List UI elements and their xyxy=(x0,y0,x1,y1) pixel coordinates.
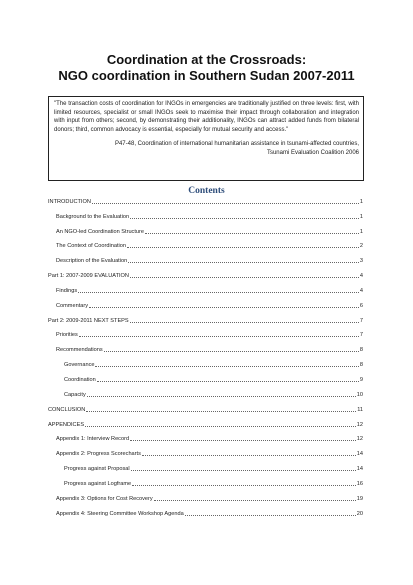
toc-entry[interactable] xyxy=(48,271,363,280)
toc-entry-page: 4 xyxy=(359,273,363,279)
toc-leader-dots xyxy=(130,218,359,219)
toc-leader-dots xyxy=(127,247,359,248)
toc-entry[interactable] xyxy=(48,405,363,414)
toc-entry-label: Part 2: 2009-2011 NEXT STEPS xyxy=(48,318,129,324)
toc-entry-page: 10 xyxy=(356,392,363,398)
toc-entry-page: 9 xyxy=(359,377,363,383)
toc-leader-dots xyxy=(142,455,356,456)
toc-entry-label: Progress against Proposal xyxy=(64,466,130,472)
toc-entry-page: 20 xyxy=(356,511,363,517)
toc-leader-dots xyxy=(130,277,359,278)
epigraph-source-line-2: Tsunami Evaluation Coalition 2006 xyxy=(266,149,359,156)
toc-entry[interactable] xyxy=(48,316,363,325)
toc-entry-label: Findings xyxy=(56,288,78,294)
toc-entry[interactable] xyxy=(56,509,363,518)
toc-entry-page: 14 xyxy=(356,451,363,457)
toc-entry-page: 3 xyxy=(359,258,363,264)
toc-entry-label: Priorities xyxy=(56,332,78,338)
contents-heading: Contents xyxy=(188,186,225,196)
toc-entry[interactable] xyxy=(56,256,363,265)
toc-entry[interactable] xyxy=(56,241,363,250)
toc-entry-page: 12 xyxy=(356,422,363,428)
toc-entry-label: Appendix 3: Options for Cost Recovery xyxy=(56,496,153,502)
toc-entry[interactable] xyxy=(64,360,363,369)
epigraph-quote-text: "The transaction costs of coordination for INGOs in emergencies are traditionally justified on three levels: first, with limited resources, specialist or small INGOs seek to maximise their impact through collaboration and integration with input from others; second, by demonstrating their additionality, INGOs can attract added funds from bilateral donors; third, common advocacy is essential, especially for mutual security and access." xyxy=(54,101,359,133)
toc-entry-page: 8 xyxy=(359,362,363,368)
toc-entry-label: Progress against Logframe xyxy=(64,481,132,487)
toc-leader-dots xyxy=(92,203,359,204)
toc-entry[interactable] xyxy=(56,212,363,221)
toc-leader-dots xyxy=(131,470,356,471)
toc-entry-label: INTRODUCTION xyxy=(48,199,91,205)
toc-entry-label: Governance xyxy=(64,362,95,368)
toc-entry[interactable] xyxy=(48,420,363,429)
toc-entry-page: 1 xyxy=(359,214,363,220)
toc-entry-label: The Context of Coordination xyxy=(56,243,126,249)
toc-entry-label: Recommendations xyxy=(56,347,103,353)
toc-entry-label: Appendix 2: Progress Scorecharts xyxy=(56,451,141,457)
toc-entry-page: 6 xyxy=(359,303,363,309)
toc-entry[interactable] xyxy=(48,197,363,206)
toc-entry-page: 7 xyxy=(359,332,363,338)
toc-entry-page: 8 xyxy=(359,347,363,353)
toc-entry[interactable] xyxy=(64,375,363,384)
toc-entry-page: 1 xyxy=(359,199,363,205)
toc-leader-dots xyxy=(89,307,359,308)
title-line-2: NGO coordination in Southern Sudan 2007-2011 xyxy=(58,68,355,83)
toc-entry-page: 2 xyxy=(359,243,363,249)
toc-leader-dots xyxy=(79,336,359,337)
toc-leader-dots xyxy=(104,351,359,352)
toc-entry-page: 11 xyxy=(357,407,363,413)
toc-entry[interactable] xyxy=(56,330,363,339)
toc-leader-dots xyxy=(85,426,356,427)
toc-entry[interactable] xyxy=(56,227,363,236)
toc-entry-page: 7 xyxy=(359,318,363,324)
toc-entry-page: 19 xyxy=(356,496,363,502)
toc-leader-dots xyxy=(95,366,358,367)
toc-leader-dots xyxy=(130,440,356,441)
toc-entry-label: CONCLUSION xyxy=(48,407,86,413)
toc-entry-page: 16 xyxy=(356,481,363,487)
toc-leader-dots xyxy=(97,381,359,382)
toc-leader-dots xyxy=(128,262,359,263)
toc-entry-label: An NGO-led Coordination Structure xyxy=(56,229,144,235)
toc-entry-label: Capacity xyxy=(64,392,86,398)
toc-entry-page: 4 xyxy=(359,288,363,294)
toc-entry[interactable] xyxy=(56,434,363,443)
toc-leader-dots xyxy=(154,500,356,501)
toc-leader-dots xyxy=(132,485,356,486)
toc-leader-dots xyxy=(87,396,356,397)
toc-entry[interactable] xyxy=(56,345,363,354)
toc-entry-label: APPENDICES xyxy=(48,422,85,428)
toc-entry-label: Part 1: 2007-2009 EVALUATION xyxy=(48,273,129,279)
toc-leader-dots xyxy=(86,411,356,412)
toc-entry-label: Appendix 1: Interview Record xyxy=(56,436,130,442)
toc-leader-dots xyxy=(145,233,359,234)
toc-entry-label: Appendix 4: Steering Committee Workshop Agenda xyxy=(56,511,184,517)
toc-leader-dots xyxy=(78,292,359,293)
toc-entry[interactable] xyxy=(64,479,363,488)
toc-entry-label: Background to the Evaluation xyxy=(56,214,130,220)
toc-leader-dots xyxy=(185,515,356,516)
toc-entry[interactable] xyxy=(56,494,363,503)
toc-entry[interactable] xyxy=(64,464,363,473)
toc-entry-label: Description of the Evaluation xyxy=(56,258,128,264)
toc-entry-page: 12 xyxy=(356,436,363,442)
toc-entry-label: Commentary xyxy=(56,303,89,309)
toc-entry[interactable] xyxy=(56,449,363,458)
toc-entry[interactable] xyxy=(56,301,363,310)
toc-leader-dots xyxy=(130,322,359,323)
epigraph-source-line-1: P47-48, Coordination of international humanitarian assistance in tsunami-affected countries, xyxy=(114,141,359,148)
toc-entry-page: 14 xyxy=(356,466,363,472)
toc-entry[interactable] xyxy=(56,286,363,295)
toc-entry[interactable] xyxy=(64,390,363,399)
toc-entry-page: 1 xyxy=(359,229,363,235)
title-line-1: Coordination at the Crossroads: xyxy=(106,52,307,67)
toc-entry-label: Coordination xyxy=(64,377,96,383)
